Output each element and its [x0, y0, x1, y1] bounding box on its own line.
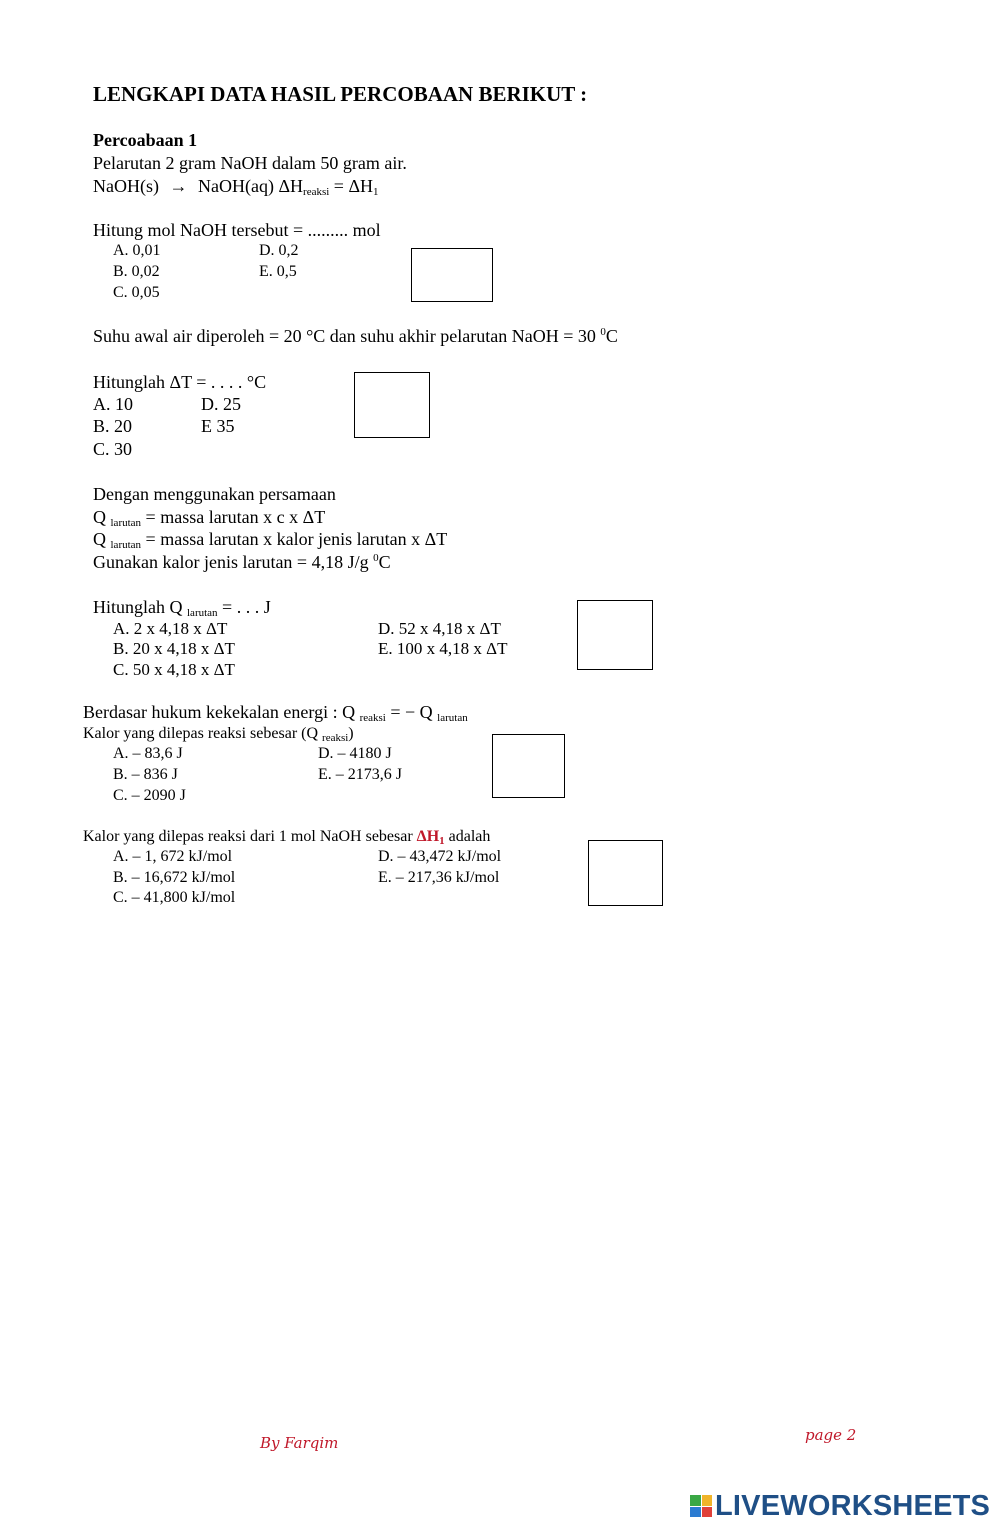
eq-right: NaOH(aq) ΔH — [197, 176, 304, 196]
q4-prompt — [83, 726, 354, 744]
q5-prompt-b: adalah — [444, 828, 491, 845]
equation-1 — [93, 508, 325, 529]
q1-answer-box[interactable] — [411, 248, 493, 302]
temperature-line — [93, 327, 618, 345]
equation-2 — [93, 530, 447, 551]
q5-option-d: D. – 43,472 kJ/mol — [378, 848, 502, 865]
section-heading: Percoabaan 1 — [93, 130, 198, 150]
law-sub2: larutan — [437, 712, 468, 724]
q5-option-c: C. – 41,800 kJ/mol — [113, 889, 236, 906]
temp-text: Suhu awal air diperoleh = 20 °C dan suhu akhir pelarutan NaOH = 30 — [93, 326, 601, 346]
q5-option-a: A. – 1, 672 kJ/mol — [113, 848, 233, 865]
temp-sup: 0 — [600, 326, 606, 338]
delta-h1-label: ΔH — [416, 828, 440, 845]
q2-option-e: E 35 — [201, 416, 235, 436]
logo-text: LIVEWORKSHEETS — [715, 1489, 991, 1522]
eq-left: NaOH(s) — [93, 176, 159, 196]
eq2-rest: = massa larutan x kalor jenis larutan x ΔT — [141, 529, 448, 549]
q3-option-e: E. 100 x 4,18 x ΔT — [378, 639, 508, 658]
q-symbol: Q — [93, 507, 106, 527]
eq-tail: = ΔH — [329, 176, 374, 196]
eq-tail-sub: 1 — [373, 186, 379, 198]
law-a: Berdasar hukum kekekalan energi : Q — [83, 702, 356, 722]
q2-option-b: B. 20 — [93, 416, 133, 436]
q4-option-b: B. – 836 J — [113, 766, 178, 783]
q1-option-b: B. 0,02 — [113, 263, 160, 280]
eq-sub: reaksi — [303, 186, 330, 198]
q1-option-e: E. 0,5 — [259, 263, 297, 280]
q3-prompt-b: = . . . J — [217, 597, 271, 617]
heat-sup: 0 — [373, 552, 379, 564]
liveworksheets-logo — [690, 1490, 990, 1522]
q2-answer-box[interactable] — [354, 372, 430, 438]
q1-prompt: Hitung mol NaOH tersebut = ......... mol — [93, 220, 381, 240]
q4-prompt-b: ) — [348, 725, 354, 742]
q5-answer-box[interactable] — [588, 840, 663, 906]
q5-prompt — [83, 829, 490, 847]
q-symbol: Q — [93, 529, 106, 549]
q3-sub: larutan — [187, 607, 218, 619]
q1-option-d: D. 0,2 — [259, 242, 299, 259]
q3-option-a: A. 2 x 4,18 x ΔT — [113, 619, 228, 638]
liveworksheets-logo-icon — [690, 1495, 712, 1517]
reaction-equation — [93, 177, 379, 198]
specific-heat-line — [93, 553, 391, 571]
q-sub: larutan — [110, 539, 142, 551]
q4-answer-box[interactable] — [492, 734, 565, 798]
delta-h1-sub: 1 — [439, 835, 445, 847]
q4-sub: reaksi — [322, 732, 349, 744]
q5-option-e: E. – 217,36 kJ/mol — [378, 869, 500, 886]
intro-line: Pelarutan 2 gram NaOH dalam 50 gram air. — [93, 153, 407, 173]
q-sub: larutan — [110, 517, 142, 529]
q2-option-d: D. 25 — [201, 394, 241, 414]
arrow-icon: → — [169, 176, 188, 196]
q2-option-a: A. 10 — [93, 394, 133, 414]
page-number: page 2 — [805, 1426, 857, 1444]
heat-text: Gunakan kalor jenis larutan = 4,18 J/g — [93, 552, 374, 572]
temp-unit: C — [605, 326, 618, 346]
law-b: = − Q — [385, 702, 433, 722]
q3-prompt — [93, 598, 271, 619]
q4-option-a: A. – 83,6 J — [113, 745, 183, 762]
q1-option-c: C. 0,05 — [113, 284, 160, 301]
author-signature: By Farqim — [260, 1434, 339, 1452]
law-sub1: reaksi — [359, 712, 386, 724]
q3-option-d: D. 52 x 4,18 x ΔT — [378, 619, 501, 638]
q4-prompt-a: Kalor yang dilepas reaksi sebesar (Q — [83, 725, 319, 742]
heat-unit: C — [378, 552, 391, 572]
q5-prompt-a: Kalor yang dilepas reaksi dari 1 mol NaOH sebesar — [83, 828, 417, 845]
q1-option-a: A. 0,01 — [113, 242, 161, 259]
q3-prompt-a: Hitunglah Q — [93, 597, 183, 617]
q5-option-b: B. – 16,672 kJ/mol — [113, 869, 236, 886]
q4-option-d: D. – 4180 J — [318, 745, 392, 762]
q4-option-e: E. – 2173,6 J — [318, 766, 402, 783]
q3-option-b: B. 20 x 4,18 x ΔT — [113, 639, 235, 658]
eq1-rest: = massa larutan x c x ΔT — [141, 507, 326, 527]
q3-answer-box[interactable] — [577, 600, 653, 670]
conservation-law — [83, 703, 468, 724]
q3-option-c: C. 50 x 4,18 x ΔT — [113, 660, 235, 679]
page-title: LENGKAPI DATA HASIL PERCOBAAN BERIKUT : — [93, 82, 588, 106]
q2-option-c: C. 30 — [93, 439, 133, 459]
q4-option-c: C. – 2090 J — [113, 787, 186, 804]
equations-intro: Dengan menggunakan persamaan — [93, 484, 336, 504]
q2-prompt: Hitunglah ΔT = . . . . °C — [93, 372, 267, 392]
